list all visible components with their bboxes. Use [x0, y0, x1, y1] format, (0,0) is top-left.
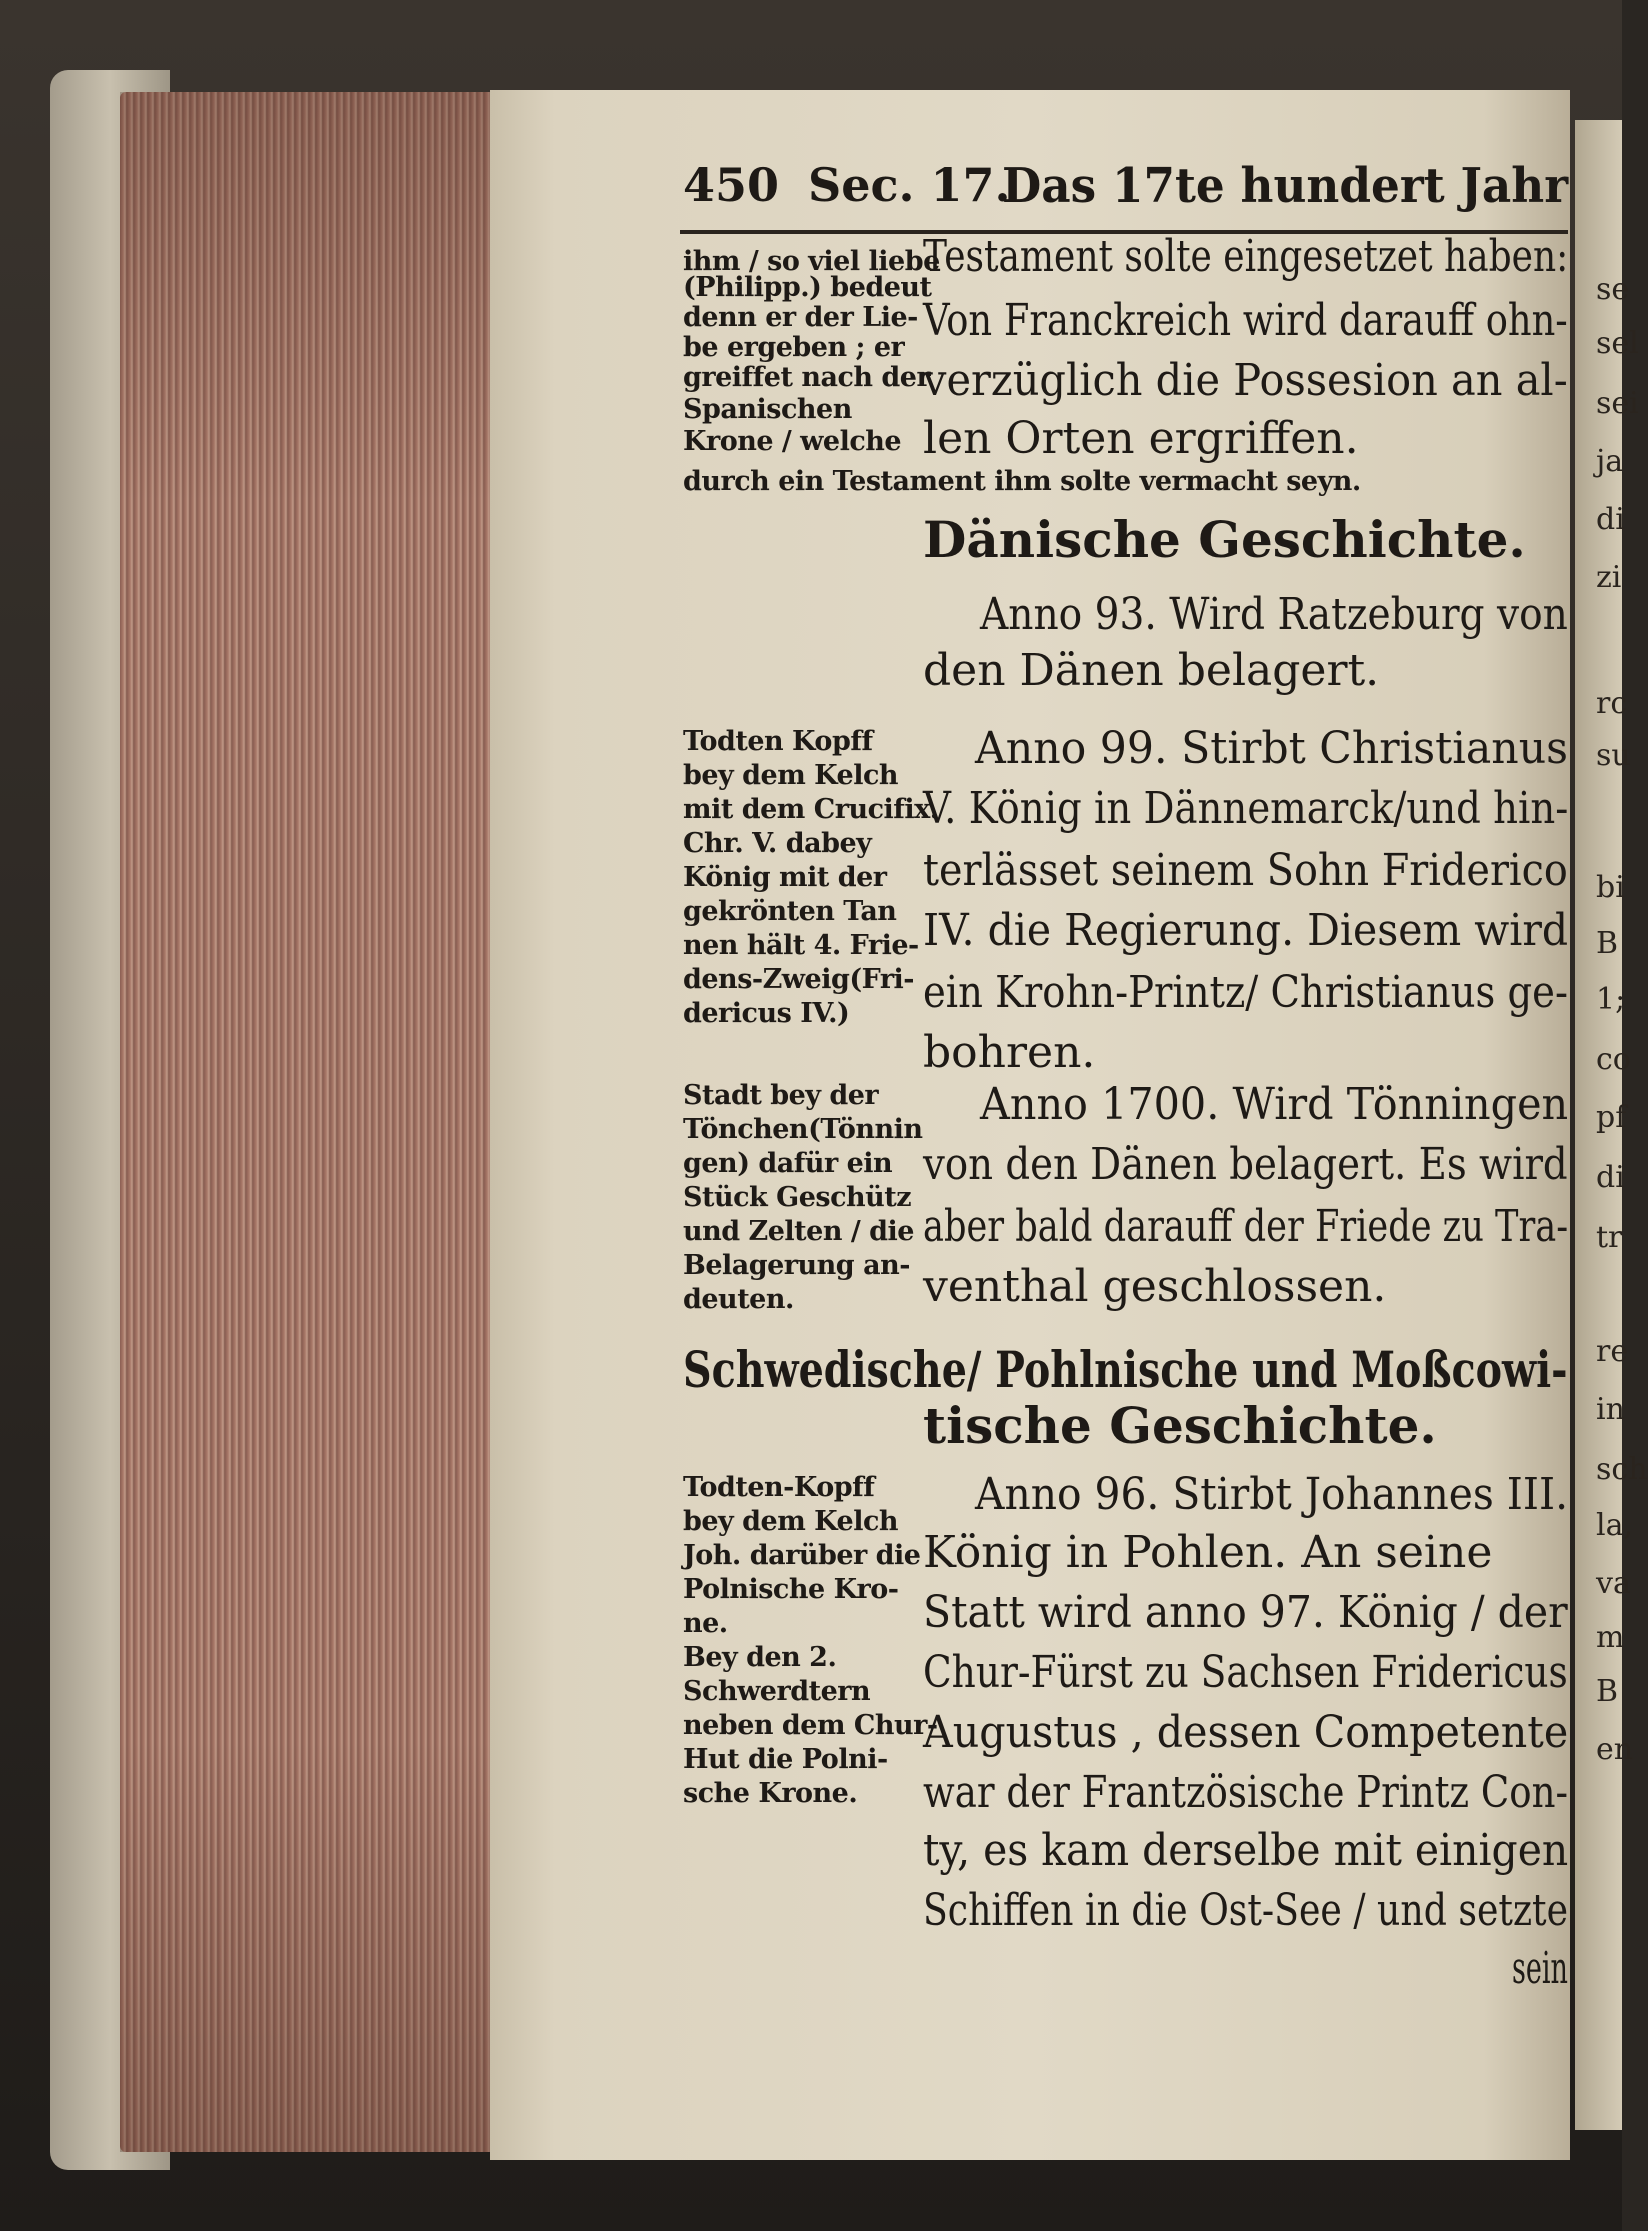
body-line: aber bald darauff der Friede zu Tra-	[923, 1201, 1569, 1252]
facing-page-fragment: di	[1596, 1160, 1625, 1195]
margin-note-line: dericus IV.)	[683, 998, 850, 1029]
body-line: bohren.	[923, 1027, 1096, 1078]
catchword: sein	[1512, 1943, 1568, 1994]
section-heading-danish: Dänische Geschichte.	[923, 510, 1526, 569]
body-line: Testament solte eingesetzet haben:	[923, 231, 1569, 282]
facing-page-fragment: m	[1596, 1620, 1625, 1655]
section-heading-swedish: Schwedische/ Pohlnische und Moßcowi-	[683, 1340, 1568, 1399]
body-line: IV. die Regierung. Diesem wird	[923, 905, 1569, 956]
margin-note-line: neben dem Chur-	[683, 1710, 938, 1741]
facing-page-fragment: su	[1596, 738, 1631, 773]
facing-page-fragment: se	[1596, 272, 1630, 307]
margin-note-line: dens-Zweig(Fri-	[683, 964, 915, 995]
body-line: Anno 93. Wird Ratzeburg von	[980, 589, 1568, 640]
margin-note-line: be ergeben ; er	[683, 332, 905, 363]
facing-page-fragment: 1;	[1596, 982, 1626, 1017]
section-heading-swedish-cont: tische Geschichte.	[923, 1396, 1437, 1455]
margin-note-line: Chr. V. dabey	[683, 828, 872, 859]
facing-page-fragment: va	[1596, 1566, 1631, 1601]
margin-note-line: denn er der Lie-	[683, 302, 918, 333]
margin-note-line: sche Krone.	[683, 1778, 858, 1809]
margin-note-line: Bey den 2.	[683, 1642, 837, 1673]
facing-page-fragment: zi	[1596, 560, 1622, 595]
body-line: Statt wird anno 97. König / der	[923, 1587, 1568, 1638]
facing-page-fragment: la,	[1596, 1508, 1634, 1543]
body-line: war der Frantzösische Printz Con-	[923, 1767, 1569, 1818]
margin-note-line: Tönchen(Tönnin	[683, 1114, 923, 1145]
body-line: len Orten ergriffen.	[923, 413, 1359, 464]
margin-note-line: bey dem Kelch	[683, 1506, 899, 1537]
margin-note-line: ihm / so viel liebe	[683, 246, 940, 277]
body-line: Schiffen in die Ost-See / und setzte	[923, 1885, 1569, 1936]
body-line: ty, es kam derselbe mit einigen	[923, 1825, 1569, 1876]
body-line: König in Pohlen. An seine	[923, 1527, 1493, 1578]
margin-note-line: durch ein Testament ihm solte vermacht seyn.	[683, 466, 1361, 497]
facing-page-fragment: re	[1596, 1334, 1629, 1369]
facing-page-fragment: en	[1596, 1732, 1634, 1767]
page-number: 450	[683, 158, 780, 212]
body-line: Anno 99. Stirbt Christianus	[975, 723, 1568, 774]
margin-note-line: und Zelten / die	[683, 1216, 914, 1247]
margin-note-line: Joh. darüber die	[683, 1540, 921, 1571]
body-line: Anno 96. Stirbt Johannes III.	[975, 1469, 1569, 1520]
facing-page-fragment: co	[1596, 1042, 1631, 1077]
margin-note-line: Hut die Polni-	[683, 1744, 888, 1775]
facing-page-fragment: tr	[1596, 1220, 1623, 1255]
facing-page-fragment: ja	[1596, 444, 1624, 479]
margin-note-line: mit dem Crucifix.	[683, 794, 939, 825]
margin-note-line: Belagerung an-	[683, 1250, 910, 1281]
facing-page-fragment: rc	[1596, 686, 1628, 721]
body-line: Chur-Fürst zu Sachsen Fridericus	[923, 1647, 1568, 1698]
facing-page-fragment: in	[1596, 1392, 1625, 1427]
facing-page-fragment: sei	[1596, 386, 1639, 421]
margin-note-line: Schwerdtern	[683, 1676, 871, 1707]
margin-note-line: Todten Kopff	[683, 726, 873, 757]
body-line: Anno 1700. Wird Tönningen	[980, 1079, 1569, 1130]
margin-note-line: Krone / welche	[683, 426, 902, 457]
body-line: venthal geschlossen.	[923, 1261, 1387, 1312]
margin-note-line: gen) dafür ein	[683, 1148, 893, 1179]
margin-note-line: gekrönten Tan	[683, 896, 897, 927]
margin-note-line: Spanischen	[683, 394, 852, 425]
margin-note-line: Stück Geschütz	[683, 1182, 912, 1213]
facing-page-fragment: sch	[1596, 1452, 1648, 1487]
body-line: ein Krohn-Printz/ Christianus ge-	[923, 967, 1568, 1018]
margin-note-line: König mit der	[683, 862, 887, 893]
margin-note-line: ne.	[683, 1608, 728, 1639]
body-line: Von Franckreich wird darauff ohn-	[923, 295, 1568, 346]
facing-page-fragment: di	[1596, 502, 1625, 537]
running-title: Das 17te hundert Jahr	[1002, 158, 1569, 214]
body-line: verzüglich die Possesion an al-	[923, 355, 1568, 406]
body-line: V. König in Dännemarck/und hin-	[923, 783, 1569, 834]
facing-page-fragment: B	[1596, 926, 1619, 961]
margin-note-line: nen hält 4. Frie-	[683, 930, 919, 961]
body-line: terlässet seinem Sohn Friderico	[923, 845, 1568, 896]
facing-page-fragment: sel	[1596, 326, 1639, 361]
body-line: von den Dänen belagert. Es wird	[923, 1139, 1568, 1190]
margin-note-line: Polnische Kro-	[683, 1574, 899, 1605]
facing-page-fragment: B	[1596, 1674, 1619, 1709]
margin-note-line: Stadt bey der	[683, 1080, 879, 1111]
section-marker: Sec. 17.	[808, 158, 1011, 212]
body-line: den Dänen belagert.	[923, 645, 1380, 696]
page-block-shade	[120, 92, 490, 2152]
margin-note-line: (Philipp.) bedeut	[683, 272, 932, 303]
facing-page-fragment: bi	[1596, 870, 1625, 905]
margin-note-line: Todten-Kopff	[683, 1472, 875, 1503]
margin-note-line: deuten.	[683, 1284, 794, 1315]
margin-note-line: greiffet nach der	[683, 362, 931, 393]
facing-page-fragment: pf	[1596, 1100, 1627, 1135]
margin-note-line: bey dem Kelch	[683, 760, 899, 791]
body-line: Augustus , dessen Competente	[923, 1707, 1569, 1758]
